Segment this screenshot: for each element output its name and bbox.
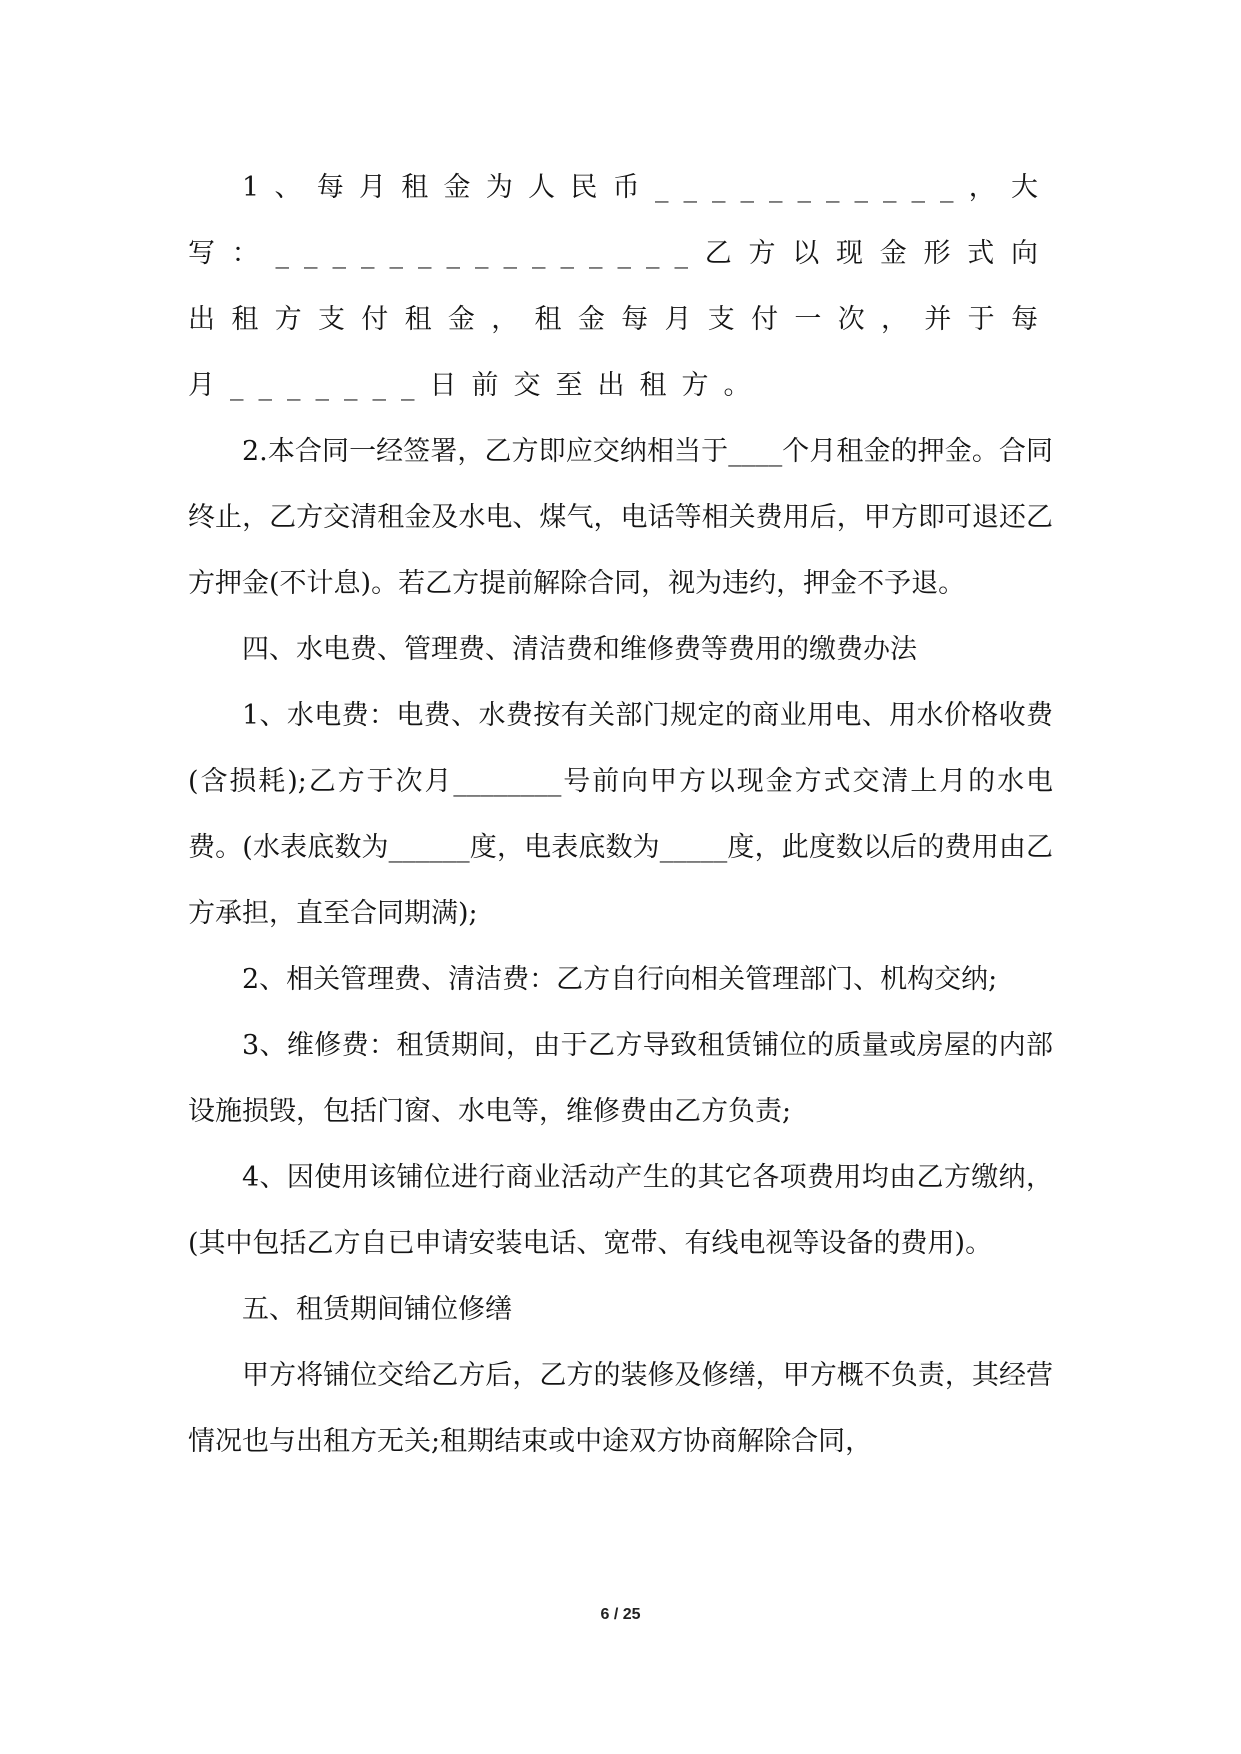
paragraph-deposit: 2.本合同一经签署，乙方即应交纳相当于____个月租金的押金。合同终止，乙方交清租金及水电、煤气，电话等相关费用后，甲方即可退还乙方押金(不计息)。若乙方提前解除合同，视为违约，押金不予退。 — [188, 436, 1053, 599]
paragraph-rent-amount: 1、每月租金为人民币___________，大写：_______________乙方以现金形式向出租方支付租金，租金每月支付一次，并于每月_______日前交至出租方。 — [188, 172, 1053, 401]
page-number: 6 / 25 — [600, 1606, 641, 1623]
paragraph-maintenance-fees: 3、维修费：租赁期间，由于乙方导致租赁铺位的质量或房屋的内部设施损毁，包括门窗、水电等，维修费由乙方负责; — [188, 1030, 1053, 1127]
section-heading-repairs: 五、租赁期间铺位修缮 — [242, 1294, 512, 1325]
paragraph-repairs: 甲方将铺位交给乙方后，乙方的装修及修缮，甲方概不负责，其经营情况也与出租方无关;租期结束或中途双方协商解除合同， — [188, 1360, 1053, 1457]
document-body — [188, 155, 1053, 1475]
paragraph-utility-fees: 1、水电费：电费、水费按有关部门规定的商业用电、用水价格收费(含损耗);乙方于次月________号前向甲方以现金方式交清上月的水电费。(水表底数为______度，电表底数为_____度，此度数以后的费用由乙方承担，直至合同期满); — [188, 700, 1053, 929]
paragraph-other-fees: 4、因使用该铺位进行商业活动产生的其它各项费用均由乙方缴纳，(其中包括乙方自已申请安装电话、宽带、有线电视等设备的费用)。 — [188, 1162, 1053, 1259]
paragraph-management-fees: 2、相关管理费、清洁费：乙方自行向相关管理部门、机构交纳; — [242, 964, 998, 995]
section-heading-fees: 四、水电费、管理费、清洁费和维修费等费用的缴费办法 — [242, 634, 917, 665]
